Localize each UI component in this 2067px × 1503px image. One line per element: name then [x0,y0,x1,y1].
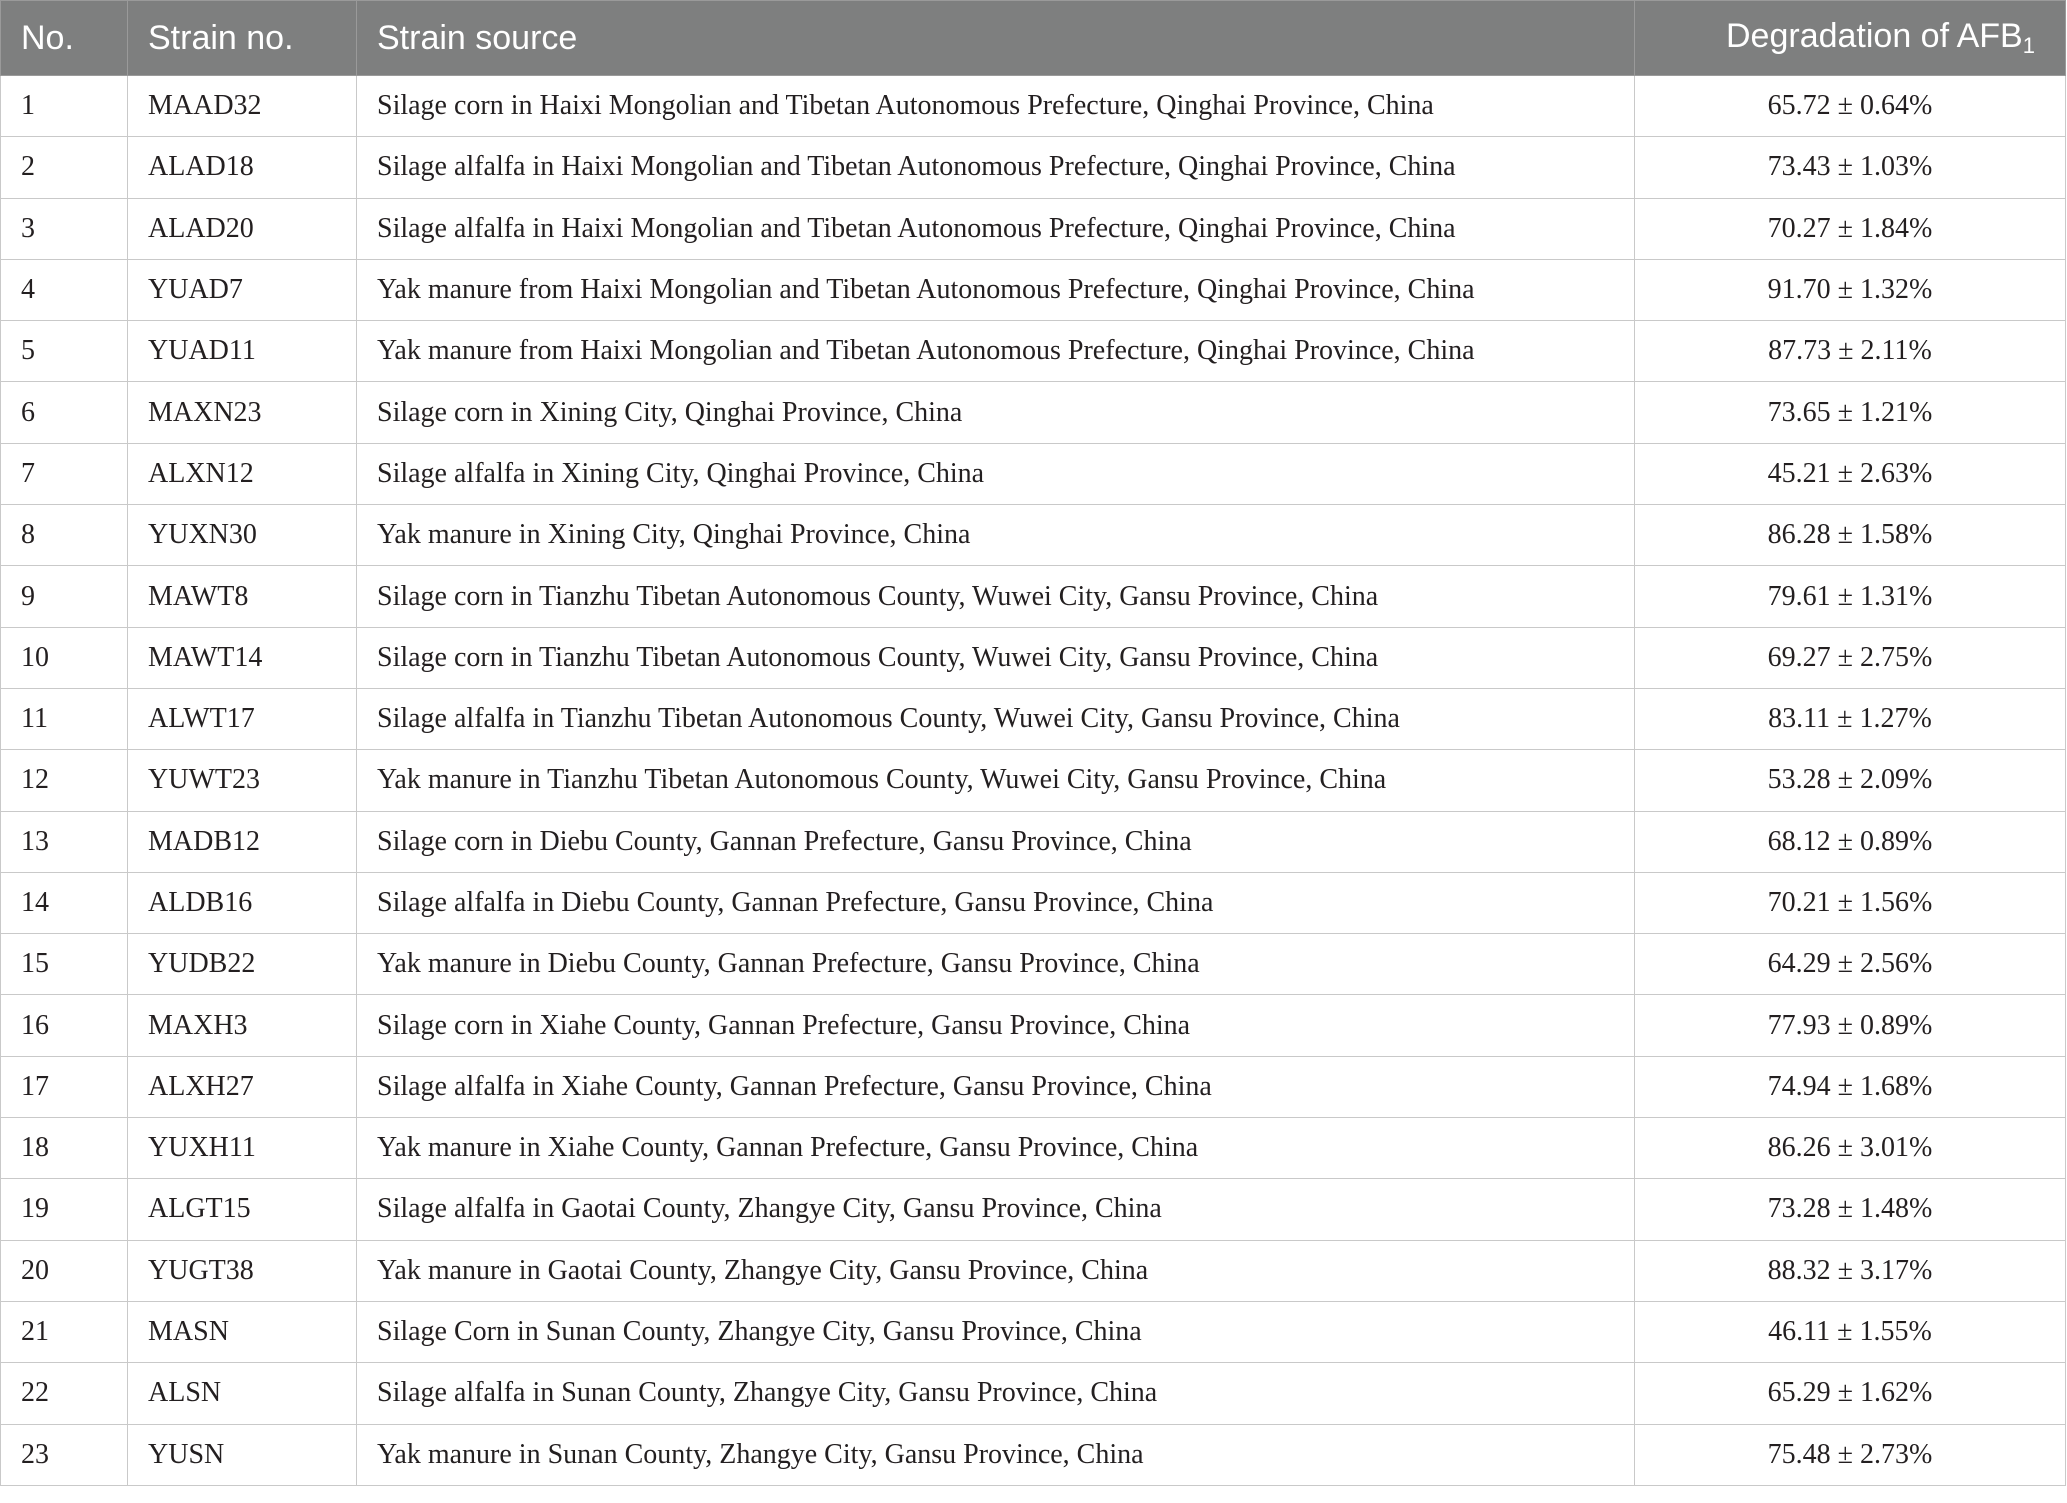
cell-strain-no: ALXN12 [128,443,357,504]
cell-no: 17 [1,1056,128,1117]
cell-degradation: 70.21 ± 1.56% [1635,872,2066,933]
cell-degradation: 45.21 ± 2.63% [1635,443,2066,504]
cell-strain-source: Silage Corn in Sunan County, Zhangye City, Gansu Province, China [357,1301,1635,1362]
table-row [1,443,2066,504]
cell-degradation: 75.48 ± 2.73% [1635,1424,2066,1485]
cell-degradation: 86.26 ± 3.01% [1635,1118,2066,1179]
table-row [1,811,2066,872]
table-row [1,1056,2066,1117]
cell-degradation: 68.12 ± 0.89% [1635,811,2066,872]
cell-strain-no: MAAD32 [128,76,357,137]
cell-strain-no: YUWT23 [128,750,357,811]
cell-degradation: 88.32 ± 3.17% [1635,1240,2066,1301]
cell-no: 14 [1,872,128,933]
cell-strain-no: ALGT15 [128,1179,357,1240]
cell-strain-source: Silage alfalfa in Haixi Mongolian and Tibetan Autonomous Prefecture, Qinghai Province, China [357,198,1635,259]
table-row [1,137,2066,198]
cell-degradation: 79.61 ± 1.31% [1635,566,2066,627]
cell-degradation: 53.28 ± 2.09% [1635,750,2066,811]
cell-strain-no: MAWT8 [128,566,357,627]
table-row [1,505,2066,566]
cell-strain-no: MAXN23 [128,382,357,443]
cell-no: 15 [1,934,128,995]
cell-degradation: 73.65 ± 1.21% [1635,382,2066,443]
cell-strain-no: YUAD11 [128,321,357,382]
cell-degradation: 70.27 ± 1.84% [1635,198,2066,259]
cell-no: 10 [1,627,128,688]
header-no: No. [1,1,128,76]
table-row [1,750,2066,811]
table-body [1,76,2066,1486]
table-row [1,872,2066,933]
table-row [1,627,2066,688]
cell-strain-source: Silage alfalfa in Gaotai County, Zhangye City, Gansu Province, China [357,1179,1635,1240]
cell-strain-no: MAXH3 [128,995,357,1056]
cell-degradation: 77.93 ± 0.89% [1635,995,2066,1056]
cell-strain-source: Yak manure from Haixi Mongolian and Tibetan Autonomous Prefecture, Qinghai Province, China [357,259,1635,320]
cell-strain-source: Silage alfalfa in Sunan County, Zhangye City, Gansu Province, China [357,1363,1635,1424]
cell-strain-source: Silage alfalfa in Tianzhu Tibetan Autonomous County, Wuwei City, Gansu Province, China [357,688,1635,749]
cell-no: 12 [1,750,128,811]
table-row [1,995,2066,1056]
cell-strain-source: Silage alfalfa in Haixi Mongolian and Tibetan Autonomous Prefecture, Qinghai Province, China [357,137,1635,198]
cell-no: 11 [1,688,128,749]
cell-strain-no: ALSN [128,1363,357,1424]
cell-strain-no: YUGT38 [128,1240,357,1301]
cell-degradation: 46.11 ± 1.55% [1635,1301,2066,1362]
cell-degradation: 74.94 ± 1.68% [1635,1056,2066,1117]
cell-strain-no: ALXH27 [128,1056,357,1117]
cell-no: 13 [1,811,128,872]
cell-degradation: 91.70 ± 1.32% [1635,259,2066,320]
cell-strain-source: Silage corn in Tianzhu Tibetan Autonomous County, Wuwei City, Gansu Province, China [357,627,1635,688]
table-row [1,259,2066,320]
header-strain-no: Strain no. [128,1,357,76]
cell-degradation: 64.29 ± 2.56% [1635,934,2066,995]
cell-no: 19 [1,1179,128,1240]
table-row [1,1301,2066,1362]
header-degradation-subscript: 1 [2022,33,2035,58]
cell-strain-no: YUSN [128,1424,357,1485]
cell-no: 22 [1,1363,128,1424]
cell-strain-source: Yak manure in Xining City, Qinghai Province, China [357,505,1635,566]
cell-strain-no: YUDB22 [128,934,357,995]
cell-strain-source: Silage alfalfa in Xining City, Qinghai Province, China [357,443,1635,504]
cell-degradation: 87.73 ± 2.11% [1635,321,2066,382]
cell-strain-no: ALWT17 [128,688,357,749]
cell-strain-source: Silage corn in Xiahe County, Gannan Prefecture, Gansu Province, China [357,995,1635,1056]
cell-no: 9 [1,566,128,627]
table-row [1,688,2066,749]
header-degradation [1635,1,2066,76]
cell-strain-no: ALAD18 [128,137,357,198]
table-row [1,1118,2066,1179]
header-degradation-text: Degradation of AFB [1726,17,2023,55]
cell-strain-source: Yak manure in Tianzhu Tibetan Autonomous County, Wuwei City, Gansu Province, China [357,750,1635,811]
header-row [1,1,2066,76]
table-row [1,76,2066,137]
table-row [1,1424,2066,1485]
cell-no: 16 [1,995,128,1056]
table-row [1,1240,2066,1301]
cell-strain-source: Yak manure in Gaotai County, Zhangye City, Gansu Province, China [357,1240,1635,1301]
cell-no: 5 [1,321,128,382]
table-row [1,198,2066,259]
cell-degradation: 73.43 ± 1.03% [1635,137,2066,198]
cell-no: 2 [1,137,128,198]
cell-no: 18 [1,1118,128,1179]
cell-strain-no: MADB12 [128,811,357,872]
cell-no: 6 [1,382,128,443]
cell-degradation: 69.27 ± 2.75% [1635,627,2066,688]
cell-no: 21 [1,1301,128,1362]
cell-no: 20 [1,1240,128,1301]
cell-strain-source: Silage corn in Diebu County, Gannan Prefecture, Gansu Province, China [357,811,1635,872]
cell-strain-source: Yak manure from Haixi Mongolian and Tibetan Autonomous Prefecture, Qinghai Province, China [357,321,1635,382]
cell-strain-source: Silage corn in Tianzhu Tibetan Autonomous County, Wuwei City, Gansu Province, China [357,566,1635,627]
table-row [1,1363,2066,1424]
table-row [1,382,2066,443]
cell-strain-source: Silage corn in Xining City, Qinghai Province, China [357,382,1635,443]
cell-strain-source: Silage corn in Haixi Mongolian and Tibetan Autonomous Prefecture, Qinghai Province, China [357,76,1635,137]
cell-strain-source: Silage alfalfa in Diebu County, Gannan Prefecture, Gansu Province, China [357,872,1635,933]
cell-degradation: 73.28 ± 1.48% [1635,1179,2066,1240]
cell-degradation: 65.29 ± 1.62% [1635,1363,2066,1424]
cell-no: 7 [1,443,128,504]
cell-no: 3 [1,198,128,259]
cell-strain-no: ALAD20 [128,198,357,259]
table-row [1,321,2066,382]
table-header [1,1,2066,76]
header-strain-source: Strain source [357,1,1635,76]
cell-strain-no: YUXH11 [128,1118,357,1179]
cell-strain-source: Yak manure in Diebu County, Gannan Prefecture, Gansu Province, China [357,934,1635,995]
cell-no: 1 [1,76,128,137]
table-row [1,1179,2066,1240]
cell-degradation: 83.11 ± 1.27% [1635,688,2066,749]
cell-degradation: 65.72 ± 0.64% [1635,76,2066,137]
cell-strain-no: YUXN30 [128,505,357,566]
cell-strain-source: Yak manure in Sunan County, Zhangye City, Gansu Province, China [357,1424,1635,1485]
cell-degradation: 86.28 ± 1.58% [1635,505,2066,566]
cell-strain-no: ALDB16 [128,872,357,933]
table-row [1,566,2066,627]
cell-strain-no: YUAD7 [128,259,357,320]
cell-strain-source: Silage alfalfa in Xiahe County, Gannan Prefecture, Gansu Province, China [357,1056,1635,1117]
cell-no: 8 [1,505,128,566]
cell-strain-no: MASN [128,1301,357,1362]
cell-strain-no: MAWT14 [128,627,357,688]
cell-strain-source: Yak manure in Xiahe County, Gannan Prefecture, Gansu Province, China [357,1118,1635,1179]
cell-no: 23 [1,1424,128,1485]
cell-no: 4 [1,259,128,320]
table-row [1,934,2066,995]
